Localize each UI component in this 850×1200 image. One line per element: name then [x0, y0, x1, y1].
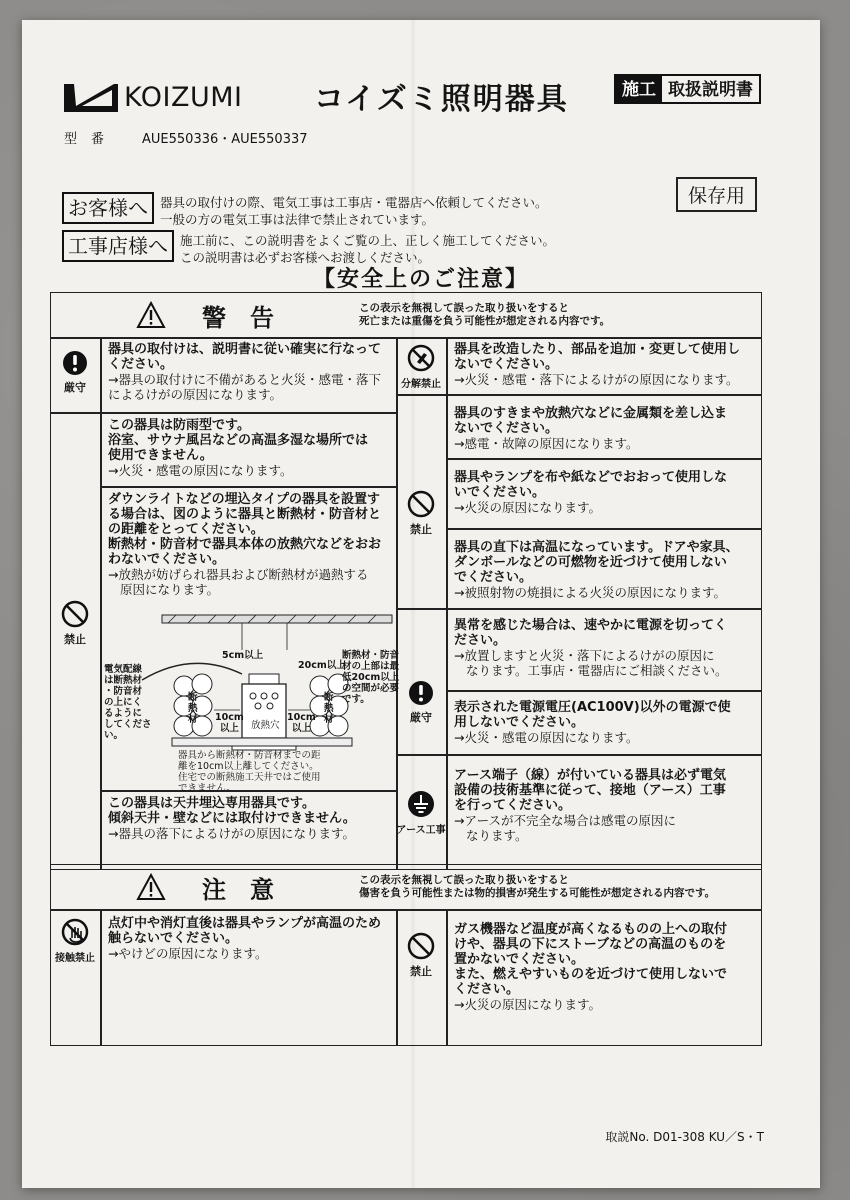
model-number-row	[64, 128, 308, 147]
warning-right-5: 異常を感じた場合は、速やかに電源を切ってく ださい。 →放置しますと火災・落下によるけがの原因に なります。工事店・電器店にご相談ください。	[454, 618, 728, 678]
insulation-gap-note: 断熱材・防音 材の上部は最 低20cm以上 の空間が必要 です。	[342, 650, 400, 705]
customer-line-1: 器具の取付けの際、電気工事は工事店・電器店へ依頼してください。	[160, 195, 548, 210]
caution-description	[359, 874, 715, 900]
insulation-label-right: 断 熱 材	[324, 692, 334, 725]
warning-right-3: 器具やランプを布や紙などでおおって使用しな いでください。 →火災の原因になります。	[454, 470, 728, 515]
icon-prohibit-3: 禁止	[398, 932, 444, 979]
caution-desc-2: 傷害を負う可能性または物的損害が発生する可能性が想定される内容です。	[359, 887, 716, 899]
caution-heading: 注 意	[202, 875, 274, 904]
heat-vent-label: 放熱穴	[251, 720, 280, 731]
prohibited-icon	[61, 600, 89, 628]
document-title: コイズミ照明器具	[314, 82, 569, 117]
manual-type-tag	[614, 74, 761, 104]
icon-prohibit-2: 禁止	[398, 490, 444, 537]
warning-right-6: 表示された電源電圧(AC100V)以外の電源で使 用しないでください。 →火災・感電の原因になります。	[454, 700, 731, 745]
model-value: AUE550336・AUE550337	[142, 132, 308, 147]
safety-title: 【安全上のご注意】	[312, 267, 529, 292]
dim-20cm: 20cm以上	[298, 660, 346, 671]
insulation-label-left: 断 熱 材	[188, 692, 198, 725]
warning-triangle-icon	[136, 301, 166, 329]
icon-no-disassembly: 分解禁止	[398, 344, 444, 390]
warning-right-4: 器具の直下は高温になっています。ドアや家具、 ダンボールなどの可燃物を近づけて使用しない でください。 →被照射物の焼損による火災の原因になります。	[454, 540, 739, 600]
customer-notice	[62, 192, 548, 228]
caution-desc-1: この表示を無視して誤った取り扱いをすると	[359, 874, 569, 886]
keep-label: 保存用	[676, 177, 757, 212]
icon-ground: アース工事	[396, 790, 446, 836]
warning-right-1: 器具を改造したり、部品を追加・変更して使用し ないでください。 →火災・感電・落下によるけがの原因になります。	[454, 342, 741, 387]
customer-line-2: 一般の方の電気工事は法律で禁止されています。	[160, 212, 435, 227]
caution-triangle-icon	[136, 873, 166, 901]
warning-left-2: この器具は防雨型です。 浴室、サウナ風呂などの高温多湿な場所では 使用できません。 →火災・感電の原因になります。	[108, 418, 369, 478]
prohibited-icon	[407, 490, 435, 518]
icon-mandatory-2: 厳守	[398, 680, 444, 725]
warning-right-7: アース端子（線）が付いている器具は必ず電気 設備の技術基準に従って、接地（アース）工事 を行ってください。 →アースが不完全な場合は感電の原因に なります。	[454, 768, 726, 843]
prohibited-icon	[407, 932, 435, 960]
distance-note: 器具から断熱材・防音材までの距 離を10cm以上離してください。 住宅での断熱施工天井ではご使用 できません。	[178, 750, 321, 794]
customer-label: お客様へ	[62, 192, 154, 224]
installation-diagram	[102, 610, 402, 800]
exclamation-icon	[62, 350, 88, 376]
dim-10cm-right: 10cm 以上	[287, 712, 316, 734]
tag-instruction-manual: 取扱説明書	[668, 80, 753, 100]
document-number: 取説No. D01-308 KU／S・T	[605, 1130, 764, 1144]
warning-left-1: 器具の取付けは、説明書に従い確実に行なって ください。 →器具の取付けに不備があると火災・感電・落下 によるけがの原因になります。	[108, 342, 382, 402]
model-label: 型番	[64, 132, 119, 147]
warning-heading: 警 告	[202, 303, 274, 332]
caution-right: ガス機器など温度が高くなるものの上への取付 けや、器具の下にストーブなどの高温のものを 置かないでください。 また、燃えやすいものを近づけて使用しないで ください。 →火災の原因になります。	[454, 922, 728, 1012]
koizumi-logo-mark-icon	[62, 78, 120, 116]
manual-sheet	[22, 20, 820, 1188]
dim-10cm-left: 10cm 以上	[215, 712, 244, 734]
warning-left-4: この器具は天井埋込専用器具です。 傾斜天井・壁などには取付けできません。 →器具の落下によるけがの原因になります。	[108, 796, 356, 841]
contractor-notice	[62, 230, 555, 266]
warning-desc-1: この表示を無視して誤った取り扱いをすると	[359, 302, 569, 314]
warning-left-3: ダウンライトなどの埋込タイプの器具を設置す る場合は、図のように器具と断熱材・防音材と の距離をとってください。 断熱材・防音材で器具本体の放熱穴などをおお わないでください。 →放熱が妨げられ器具および断熱材が過熱する 原因になります。	[108, 492, 382, 597]
tag-construction: 施工	[616, 76, 662, 102]
icon-prohibit-1: 禁止	[52, 600, 98, 647]
warning-right-2: 器具のすきまや放熱穴などに金属類を差し込ま ないでください。 →感電・故障の原因になります。	[454, 406, 728, 451]
warning-description	[359, 302, 610, 328]
warning-desc-2: 死亡または重傷を負う可能性が想定される内容です。	[359, 315, 611, 327]
contractor-notice-text	[180, 232, 555, 266]
no-disassembly-icon	[407, 344, 435, 372]
dim-5cm: 5cm以上	[222, 650, 264, 661]
icon-mandatory-1: 厳守	[52, 350, 98, 395]
contractor-line-2: この説明書は必ずお客様へお渡しください。	[180, 250, 431, 265]
exclamation-icon	[408, 680, 434, 706]
warning-header	[50, 292, 762, 338]
caution-left: 点灯中や消灯直後は器具やランプが高温のため 触らないでください。 →やけどの原因になります。	[108, 916, 382, 961]
ground-earth-icon	[407, 790, 435, 818]
customer-notice-text	[160, 194, 548, 228]
contractor-label: 工事店様へ	[62, 230, 174, 262]
contractor-line-1: 施工前に、この説明書をよくご覧の上、正しく施工してください。	[180, 233, 556, 248]
koizumi-logo	[62, 78, 242, 116]
brand-name: KOIZUMI	[124, 81, 243, 113]
caution-header	[50, 864, 762, 910]
wiring-note: 電気配線 は断熱材 ・防音材 の上にく るように してくださ い。	[104, 664, 152, 741]
no-touch-icon	[61, 918, 89, 946]
icon-no-touch: 接触禁止	[52, 918, 98, 964]
